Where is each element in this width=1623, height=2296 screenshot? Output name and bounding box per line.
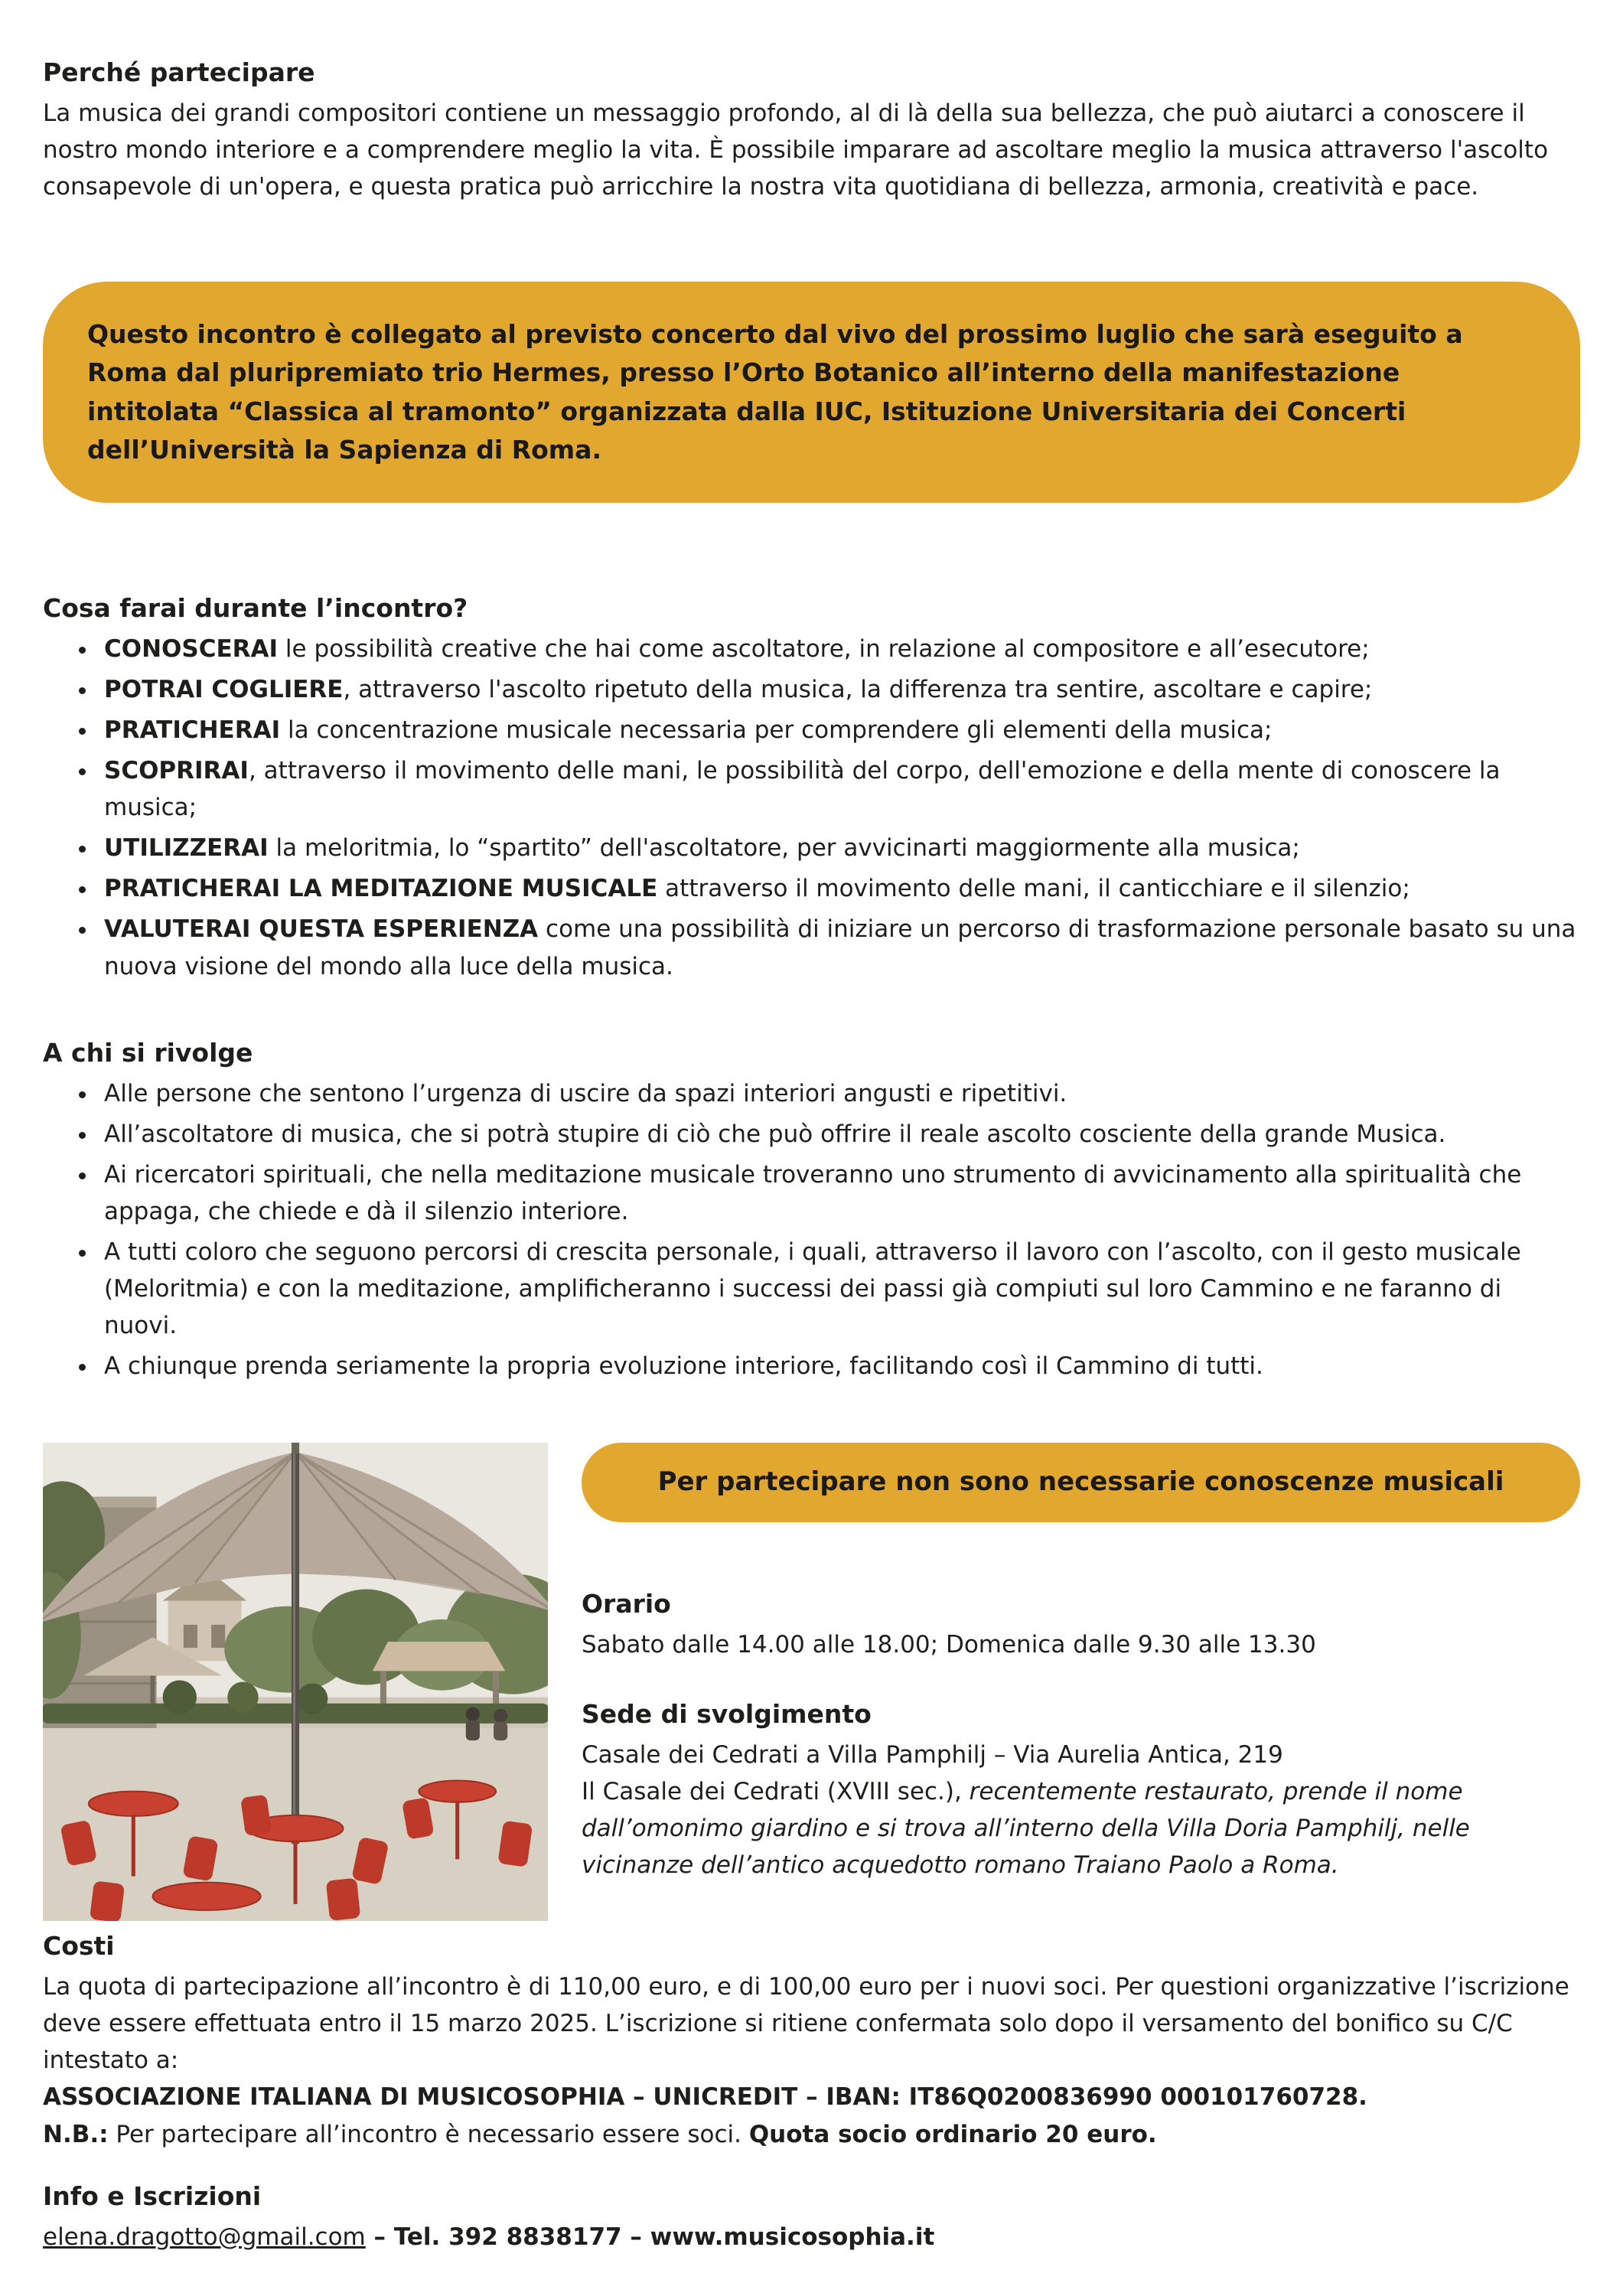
item-text: Alle persone che sentono l’urgenza di uscire da spazi interiori angusti e ripetitivi.: [104, 1079, 1067, 1107]
schedule-text: Sabato dalle 14.00 alle 18.00; Domenica dalle 9.30 alle 13.30: [582, 1630, 1316, 1658]
item-text: , attraverso il movimento delle mani, le possibilità del corpo, dell'emozione e della mente di conoscere la musica;: [104, 757, 1501, 822]
costs-section: [43, 1929, 1580, 2152]
no-knowledge-banner: [582, 1443, 1580, 1522]
item-lead: PRATICHERAI: [104, 716, 281, 745]
item-lead: UTILIZZERAI: [104, 834, 269, 863]
concert-highlight-banner: [43, 282, 1580, 503]
nb-quota: Quota socio ordinario 20 euro.: [748, 2120, 1157, 2148]
why-title: Perché partecipare: [43, 57, 315, 87]
venue-description-italic: recentemente restaurato, prende il nome dall’omonimo giardino e si trova all’interno della Villa Doria Pamphilj, nelle vicinanze dell’antico acquedotto romano Traiano Paolo a Roma.: [582, 1778, 1470, 1880]
contact-title: Info e Iscrizioni: [43, 2180, 262, 2211]
venue-title: Sede di svolgimento: [582, 1698, 872, 1729]
list-item: [98, 870, 1580, 907]
photo-and-info-row: [43, 1443, 1580, 1921]
list-item: [98, 1156, 1580, 1230]
item-text: A tutti coloro che seguono percorsi di crescita personale, i quali, attraverso il lavoro con l’ascolto, con il gesto musicale (Meloritmia) e con la meditazione, amplificheranno i successi dei passi già compiuti sul loro Cammino e ne faranno di nuovi.: [104, 1238, 1521, 1340]
nb-label: N.B.:: [43, 2120, 109, 2148]
venue-block: [582, 1697, 1580, 1883]
item-lead: POTRAI COGLIERE: [104, 676, 344, 704]
list-item: [98, 1234, 1580, 1344]
venue-description: [582, 1773, 1580, 1883]
info-column: [582, 1443, 1580, 1883]
item-text: attraverso il movimento delle mani, il canticchiare e il silenzio;: [657, 875, 1410, 903]
list-item: [98, 1116, 1580, 1153]
item-text: le possibilità creative che hai come ascoltatore, in relazione al compositore e all’esecutore;: [278, 635, 1370, 664]
list-item: [98, 911, 1580, 984]
venue-photo: [43, 1443, 548, 1921]
bank-details: ASSOCIAZIONE ITALIANA DI MUSICOSOPHIA – UNICREDIT – IBAN: IT86Q0200836990 000101760728.: [43, 2083, 1367, 2112]
audience-title: A chi si rivolge: [43, 1037, 253, 1068]
item-lead: SCOPRIRAI: [104, 757, 249, 785]
audience-section: [43, 1035, 1580, 1385]
item-lead: CONOSCERAI: [104, 635, 279, 664]
list-item: [98, 752, 1580, 826]
schedule-title: Orario: [582, 1588, 671, 1619]
email-link[interactable]: elena.dragotto@gmail.com: [43, 2223, 366, 2251]
activities-list: [43, 631, 1580, 984]
item-lead: VALUTERAI QUESTA ESPERIENZA: [104, 915, 539, 944]
venue-photo-illustration: [43, 1443, 548, 1921]
list-item: [98, 1348, 1580, 1384]
item-text: A chiunque prenda seriamente la propria evoluzione interiore, facilitando così il Cammino di tutti.: [104, 1352, 1263, 1381]
activities-title: Cosa farai durante l’incontro?: [43, 592, 468, 623]
contact-section: [43, 2179, 1580, 2255]
list-item: [98, 712, 1580, 748]
no-knowledge-text: Per partecipare non sono necessarie conoscenze musicali: [657, 1466, 1504, 1498]
audience-list: [43, 1075, 1580, 1384]
costs-title: Costi: [43, 1931, 115, 1962]
venue-address: Casale dei Cedrati a Villa Pamphilj – Via Aurelia Antica, 219: [582, 1741, 1283, 1769]
list-item: [98, 830, 1580, 866]
item-text: la meloritmia, lo “spartito” dell'ascoltatore, per avvicinarti maggiormente alla musica;: [268, 834, 1300, 863]
why-body: La musica dei grandi compositori contiene un messaggio profondo, al di là della sua bellezza, che può aiutarci a conoscere il nostro mondo interiore e a comprendere meglio la vita. È possibile imparare ad ascoltare meglio la musica attraverso l'ascolto consapevole di un'opera, e questa pratica può arricchire la nostra vita quotidiana di bellezza, armonia, creatività e pace.: [43, 99, 1549, 201]
item-text: , attraverso l'ascolto ripetuto della musica, la differenza tra sentire, ascoltare e capire;: [343, 676, 1373, 704]
item-text: Ai ricercatori spirituali, che nella meditazione musicale troveranno uno strumento di avvicinamento alla spiritualità che appaga, che chiede e dà il silenzio interiore.: [104, 1160, 1522, 1225]
costs-body: La quota di partecipazione all’incontro è di 110,00 euro, e di 100,00 euro per i nuovi soci. Per questioni organizzative l’iscrizione deve essere effettuata entro il 15 marzo 2025. L’iscrizione si ritiene confermata solo dopo il versamento del bonifico su C/C intestato a:: [43, 1973, 1569, 2075]
list-item: [98, 631, 1580, 667]
list-item: [98, 671, 1580, 708]
concert-highlight-text: Questo incontro è collegato al previsto concerto dal vivo del prossimo luglio che sarà eseguito a Roma dal pluripremiato trio Hermes, presso l’Orto Botanico all’interno della manifestazione intitolata “Classica al tramonto” organizzata dalla IUC, Istituzione Universitaria dei Concerti dell’Università la Sapienza di Roma.: [87, 319, 1463, 465]
schedule-block: [582, 1587, 1580, 1663]
list-item: [98, 1075, 1580, 1112]
venue-description-normal: Il Casale dei Cedrati (XVIII sec.),: [582, 1778, 970, 1806]
item-text: All’ascoltatore di musica, che si potrà stupire di ciò che può offrire il reale ascolto cosciente della grande Musica.: [104, 1120, 1446, 1148]
nb-text: Per partecipare all’incontro è necessario essere soci.: [108, 2120, 749, 2148]
why-section: [43, 55, 1580, 205]
activities-section: [43, 591, 1580, 985]
item-lead: PRATICHERAI LA MEDITAZIONE MUSICALE: [104, 875, 658, 903]
contact-line: [43, 2219, 1580, 2255]
item-text: la concentrazione musicale necessaria per comprendere gli elementi della musica;: [280, 716, 1273, 745]
item-text: come una possibilità di iniziare un percorso di trasformazione personale basato su una nuova visione del mondo alla luce della musica.: [104, 915, 1576, 980]
contact-phone-web: – Tel. 392 8838177 – www.musicosophia.it: [365, 2223, 935, 2251]
nb-note: [43, 2116, 1580, 2153]
